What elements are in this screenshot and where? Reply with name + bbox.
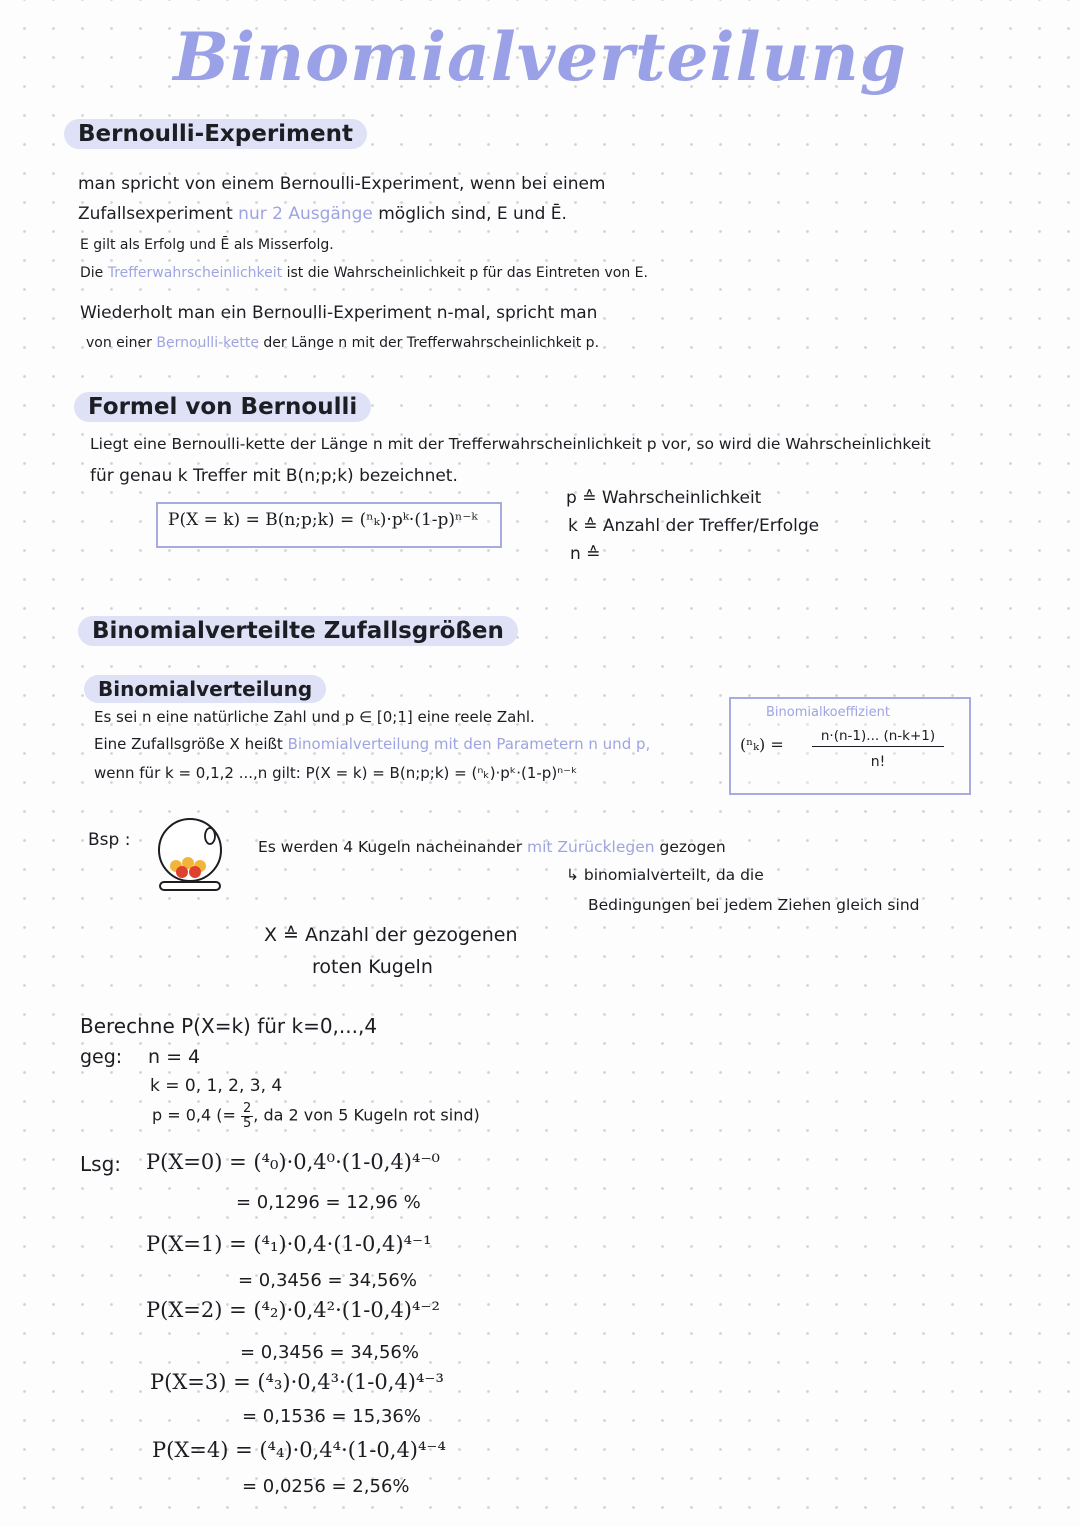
binomialkoeffizient-numerator: n·(n-1)... (n-k+1) [812, 728, 944, 747]
section-heading-formel: Formel von Bernoulli [74, 392, 371, 422]
red-ball-icon [176, 866, 188, 878]
x-definition-line-1: X ≙ Anzahl der gezogenen [264, 924, 518, 946]
binomialkoeffizient-title: Binomialkoeffizient [766, 705, 890, 720]
task-text: Berechne P(X=k) für k=0,...,4 [80, 1014, 378, 1038]
red-ball-icon [189, 866, 201, 878]
beispiel-text: Es werden 4 Kugeln nacheinander mit Zurücklegen gezogen [258, 838, 726, 856]
definition-line-3: wenn für k = 0,1,2 ...,n gilt: P(X = k) = B(n;p;k) = (ⁿₖ)·pᵏ·(1-p)ⁿ⁻ᵏ [94, 764, 578, 782]
definition-line-2: Eine Zufallsgröße X heißt Binomialverteilung mit den Parametern n und p, [94, 735, 651, 753]
bernoulli-line-1: man spricht von einem Bernoulli-Experiment, wenn bei einem [78, 174, 606, 194]
bernoulli-line-4: Die Trefferwahrscheinlichkeit ist die Wahrscheinlichkeit p für das Eintreten von E. [80, 265, 648, 281]
step-0-expression: P(X=0) = (⁴₀)·0,4⁰·(1-0,4)⁴⁻⁰ [146, 1150, 440, 1174]
fraction-2-5: $\frac{2}{5}$ [243, 1101, 252, 1131]
step-1-result: = 0,3456 = 34,56% [238, 1270, 417, 1291]
bernoulli-line-5: Wiederholt man ein Bernoulli-Experiment n-mal, spricht man [80, 303, 598, 323]
geg-n: n = 4 [148, 1046, 201, 1068]
lsg-label: Lsg: [80, 1152, 121, 1176]
geg-label: geg: [80, 1046, 123, 1068]
page-title: Binomialverteilung [173, 18, 907, 96]
bernoulli-line-2: Zufallsexperiment nur 2 Ausgänge möglich sind, E und Ē. [78, 204, 567, 224]
step-4-expression: P(X=4) = (⁴₄)·0,4⁴·(1-0,4)⁴⁻⁴ [152, 1438, 446, 1462]
binomialkoeffizient-lhs: (ⁿₖ) = [740, 735, 784, 754]
urn-illustration [150, 812, 230, 894]
bernoulli-formula: P(X = k) = B(n;p;k) = (ⁿₖ)·pᵏ·(1-p)ⁿ⁻ᵏ [168, 510, 478, 530]
step-1-expression: P(X=1) = (⁴₁)·0,4·(1-0,4)⁴⁻¹ [146, 1232, 432, 1256]
legend-n: n ≙ [570, 544, 601, 564]
formel-line-1: Liegt eine Bernoulli-kette der Länge n mit der Trefferwahrscheinlichkeit p vor, so wird die Wahrscheinlichkeit [90, 435, 931, 453]
legend-k: k ≙ Anzahl der Treffer/Erfolge [568, 516, 820, 536]
beispiel-note-1: ↳ binomialverteilt, da die [566, 866, 764, 884]
step-2-expression: P(X=2) = (⁴₂)·0,4²·(1-0,4)⁴⁻² [146, 1298, 440, 1322]
formel-line-2: für genau k Treffer mit B(n;p;k) bezeichnet. [90, 466, 458, 486]
beispiel-note-2: Bedingungen bei jedem Ziehen gleich sind [588, 896, 920, 914]
definition-line-1: Es sei n eine natürliche Zahl und p ∈ [0;1] eine reele Zahl. [94, 708, 535, 726]
step-3-result: = 0,1536 = 15,36% [242, 1406, 421, 1427]
binomialkoeffizient-denominator: n! [870, 754, 886, 770]
x-definition-line-2: roten Kugeln [312, 956, 433, 978]
step-0-result: = 0,1296 = 12,96 % [236, 1192, 421, 1213]
geg-k: k = 0, 1, 2, 3, 4 [150, 1076, 283, 1096]
step-4-result: = 0,0256 = 2,56% [242, 1476, 410, 1497]
step-2-result: = 0,3456 = 34,56% [240, 1342, 419, 1363]
section-heading-bernoulli-experiment: Bernoulli-Experiment [64, 119, 367, 149]
geg-p: p = 0,4 (= $\frac{2}{5}$ , da 2 von 5 Kugeln rot sind) [152, 1101, 480, 1131]
bernoulli-line-6: von einer Bernoulli-kette der Länge n mit der Trefferwahrscheinlichkeit p. [86, 335, 600, 351]
subheading-binomialverteilung: Binomialverteilung [84, 675, 326, 703]
section-heading-zufallsgroessen: Binomialverteilte Zufallsgrößen [78, 616, 518, 646]
beispiel-label: Bsp : [88, 830, 131, 850]
bernoulli-line-3: E gilt als Erfolg und Ē als Misserfolg. [80, 237, 334, 253]
legend-p: p ≙ Wahrscheinlichkeit [566, 488, 762, 508]
step-3-expression: P(X=3) = (⁴₃)·0,4³·(1-0,4)⁴⁻³ [150, 1370, 444, 1394]
